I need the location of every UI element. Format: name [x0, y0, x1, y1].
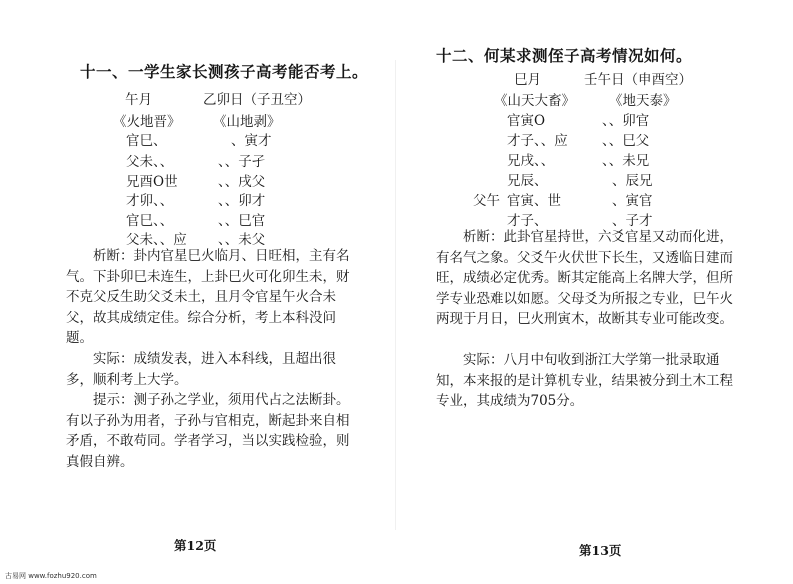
- line-changed: 、寅官: [612, 193, 653, 209]
- line-main: 官寅、世: [507, 193, 561, 209]
- line-main: 才子、: [507, 213, 548, 229]
- day-label: 乙卯日（子丑空）: [203, 92, 311, 108]
- line-changed: 、、卯才: [218, 193, 266, 209]
- left-page: [0, 0, 396, 584]
- line-changed: 、、巳官: [218, 213, 266, 229]
- right-page: [396, 0, 793, 584]
- line-changed: 、、戌父: [218, 174, 266, 190]
- line-changed: 、寅才: [231, 133, 272, 149]
- page-number: 第12页: [174, 538, 217, 553]
- line-changed: 、、卯官: [602, 113, 650, 129]
- case-11-title: 十一、一学生家长测孩子高考能否考上。: [80, 62, 369, 81]
- line-changed: 、、子孑: [218, 154, 266, 170]
- line-main: 才卯、、: [126, 193, 174, 209]
- analysis-paragraph: 析断：卦内官星巳火临月、日旺相，主有名气。下卦卯巳未连生，上卦巳火可化卯生未，财不克父反生助父爻未土，且月令官星午火合未父，故其成绩定佳。综合分析，考上本科没问题。: [66, 248, 350, 347]
- month-label: 午月: [125, 92, 152, 108]
- line-main: 官巳、: [126, 133, 167, 149]
- hidden-spirit-line: 父午: [473, 193, 500, 209]
- line-main: 官寅O: [507, 113, 546, 129]
- line-main: 兄辰、: [507, 173, 548, 189]
- case-12-title: 十二、何某求测侄子高考情况如何。: [436, 46, 693, 65]
- line-main: 才子、、应: [507, 133, 568, 149]
- result-paragraph: 实际：八月中旬收到浙江大学第一批录取通知，本来报的是计算机专业，结果被分到土木工程专业，其成绩为705分。: [436, 352, 733, 410]
- line-changed: 、子才: [612, 213, 653, 229]
- line-changed: 、、未父: [218, 232, 266, 248]
- analysis-paragraph: 析断：此卦官星持世，六爻官星又动而化进，有名气之象。父爻午火伏世下长生，又透临日建而旺，成绩必定优秀。断其定能高上名牌大学，但所学专业恐难以如愿。父母爻为所报之专业，巳午火两现于月日，巳火刑寅木，故断其专业可能改变。: [436, 229, 733, 328]
- changed-hexagram: 《地天泰》: [609, 93, 677, 109]
- line-changed: 、、未兄: [602, 153, 650, 169]
- line-changed: 、辰兄: [612, 173, 653, 189]
- line-main: 父未、、应: [126, 232, 187, 248]
- main-hexagram: 《山天大畜》: [494, 93, 575, 109]
- line-main: 兄戌、、: [507, 153, 555, 169]
- day-label: 壬午日（申酉空）: [584, 72, 692, 88]
- footer-watermark: 古易网 www.fozhu920.com: [5, 572, 97, 580]
- result-paragraph: 实际：成绩发表，进入本科线，且超出很多，顺利考上大学。: [66, 351, 336, 388]
- tip-paragraph: 提示：测子孙之学业，须用代占之法断卦。有以子孙为用者，子孙与官相克，断起卦来自相矛盾，不敢苟同。学者学习，当以实践检验，则真假自辨。: [66, 392, 350, 470]
- main-hexagram: 《火地晋》: [113, 114, 181, 130]
- page-number: 第13页: [579, 543, 622, 558]
- line-main: 父未、、: [126, 154, 174, 170]
- line-main: 兄酉O世: [126, 174, 178, 190]
- line-changed: 、、巳父: [602, 133, 650, 149]
- line-main: 官巳、、: [126, 213, 174, 229]
- changed-hexagram: 《山地剥》: [213, 114, 281, 130]
- month-label: 巳月: [514, 72, 541, 88]
